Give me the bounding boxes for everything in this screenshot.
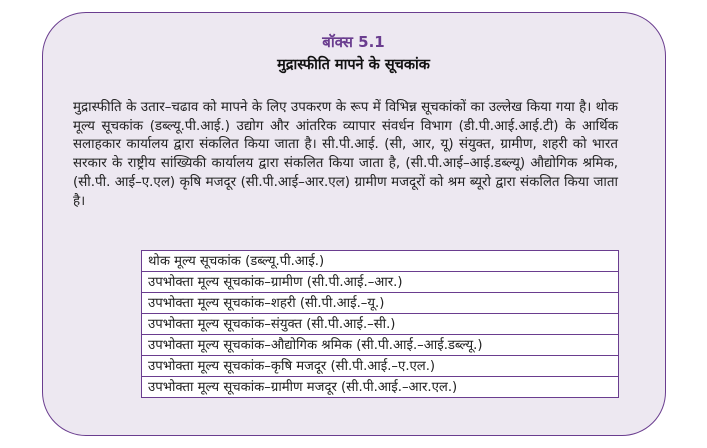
index-item-cpi-urban: उपभोक्ता मूल्य सूचकांक–शहरी (सी.पी.आई.–यू.) [142, 293, 619, 314]
table-row [142, 251, 619, 272]
table-row [142, 377, 619, 398]
box-label: बॉक्स 5.1 [322, 33, 385, 51]
box-title: मुद्रास्फीति मापने के सूचकांक [277, 57, 430, 73]
index-item-wpi: थोक मूल्य सूचकांक (डब्ल्यू.पी.आई.) [142, 251, 619, 272]
index-item-cpi-rl: उपभोक्ता मूल्य सूचकांक–ग्रामीण मजदूर (सी.पी.आई.–आर.एल.) [142, 377, 619, 398]
index-item-cpi-iw: उपभोक्ता मूल्य सूचकांक–औद्योगिक श्रमिक (सी.पी.आई.–आई.डब्ल्यू.) [142, 335, 619, 356]
index-item-cpi-combined: उपभोक्ता मूल्य सूचकांक–संयुक्त (सी.पी.आई.–सी.) [142, 314, 619, 335]
indices-table [141, 250, 619, 398]
table-row [142, 314, 619, 335]
index-item-cpi-al: उपभोक्ता मूल्य सूचकांक–कृषि मजदूर (सी.पी.आई.–ए.एल.) [142, 356, 619, 377]
table-row [142, 293, 619, 314]
table-row [142, 272, 619, 293]
box-paragraph: मुद्रास्फीति के उतार–चढाव को मापने के लिए उपकरण के रूप में विभिन्न सूचकांकों का उल्लेख किया गया है। थोक मूल्य सूचकांक (डब्ल्यू.पी.आई.) उद्योग और आंतरिक व्यापार संवर्धन विभाग (डी.पी.आई.आई.टी) के आर्थिक सलाहकार कार्यालय द्वारा संकलित किया जाता है। सी.पी.आई. (सी, आर, यू) संयुक्त, ग्रामीण, शहरी को भारत सरकार के राष्ट्रीय सांख्यिकी कार्यालय द्वारा संकलित किया जाता है, (सी.पी.आई–आई.डब्ल्यू) औद्योगिक श्रमिक, (सी.पी. आई–ए.एल) कृषि मजदूर (सी.पी.आई–आर.एल) ग्रामीण मजदूरों को श्रम ब्यूरो द्वारा संकलित किया जाता है। [73, 100, 618, 209]
table-row [142, 335, 619, 356]
index-item-cpi-rural: उपभोक्ता मूल्य सूचकांक–ग्रामीण (सी.पी.आई.–आर.) [142, 272, 619, 293]
table-row [142, 356, 619, 377]
